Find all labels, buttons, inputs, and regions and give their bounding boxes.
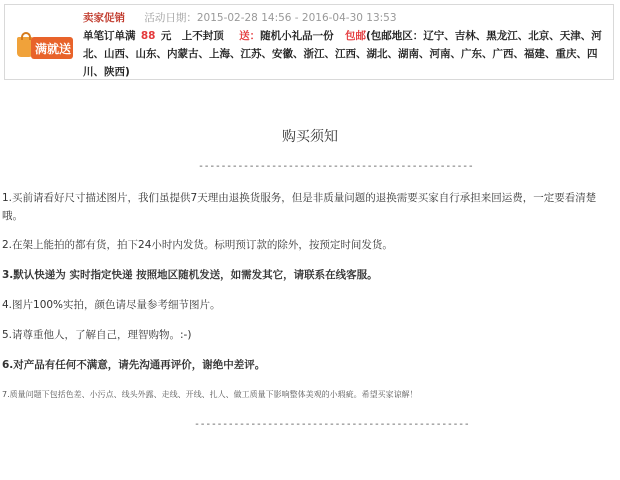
promo-activity-time: 活动日期：2015-02-28 14:56 - 2016-04-30 13:53	[144, 12, 397, 24]
notice-item-1: 1.买前请看好尺寸描述图片，我们虽提供7天理由退换货服务，但是非质量问题的退换需要买家自行承担来回运费，一定要看清楚哦。	[2, 192, 597, 222]
promo-amount: 88	[140, 30, 156, 42]
gift-bag-icon	[13, 31, 77, 65]
notice-item-3: 3.默认快递为 实时指定快递 按照地区随机发送，如需发其它，请联系在线客服。	[2, 269, 378, 281]
promo-header	[83, 9, 611, 27]
notice-item-2: 2.在架上能拍的都有货，拍下24小时内发货。标明预订款的除外，按预定时间发货。	[2, 239, 393, 251]
promo-tag-text: 满就送	[35, 42, 72, 56]
promo-tag	[31, 37, 73, 59]
promo-content	[83, 9, 611, 81]
promotion-box	[4, 4, 614, 80]
promo-regions: (包邮地区：辽宁、吉林、黑龙江、北京、天津、河北、山西、山东、内蒙古、上海、江苏、安徽、浙江、江西、湖北、湖南、河南、广东、广西、福建、重庆、四川、陕西)	[83, 30, 602, 78]
divider-bottom: -------------------------------------------------	[194, 419, 470, 430]
notice-title: 购买须知	[282, 129, 338, 145]
notice-item-6: 6.对产品有任何不满意，请先沟通再评价，谢绝中差评。	[2, 359, 266, 371]
promo-condition-suffix: 元 上不封顶	[160, 30, 224, 42]
promo-label: 卖家促销	[83, 12, 125, 24]
promo-details	[83, 27, 611, 81]
promo-gift: 随机小礼品一份	[260, 30, 334, 42]
notice-item-5: 5.请尊重他人，了解自己，理智购物。:-)	[2, 329, 192, 341]
notice-item-7: 7.质量问题下包括色差、小污点、线头外露、走线、开线、扎人、做工质量下影响整体美观的小瑕疵。希望买家谅解！	[2, 390, 418, 399]
promo-free-shipping: 包邮	[345, 30, 366, 42]
divider-top: -------------------------------------------------	[198, 161, 474, 172]
notice-item-4: 4.图片100%实拍，颜色请尽量参考细节图片。	[2, 299, 221, 311]
promo-send-label: 送：	[239, 30, 261, 42]
promo-condition-prefix: 单笔订单满	[83, 30, 136, 42]
